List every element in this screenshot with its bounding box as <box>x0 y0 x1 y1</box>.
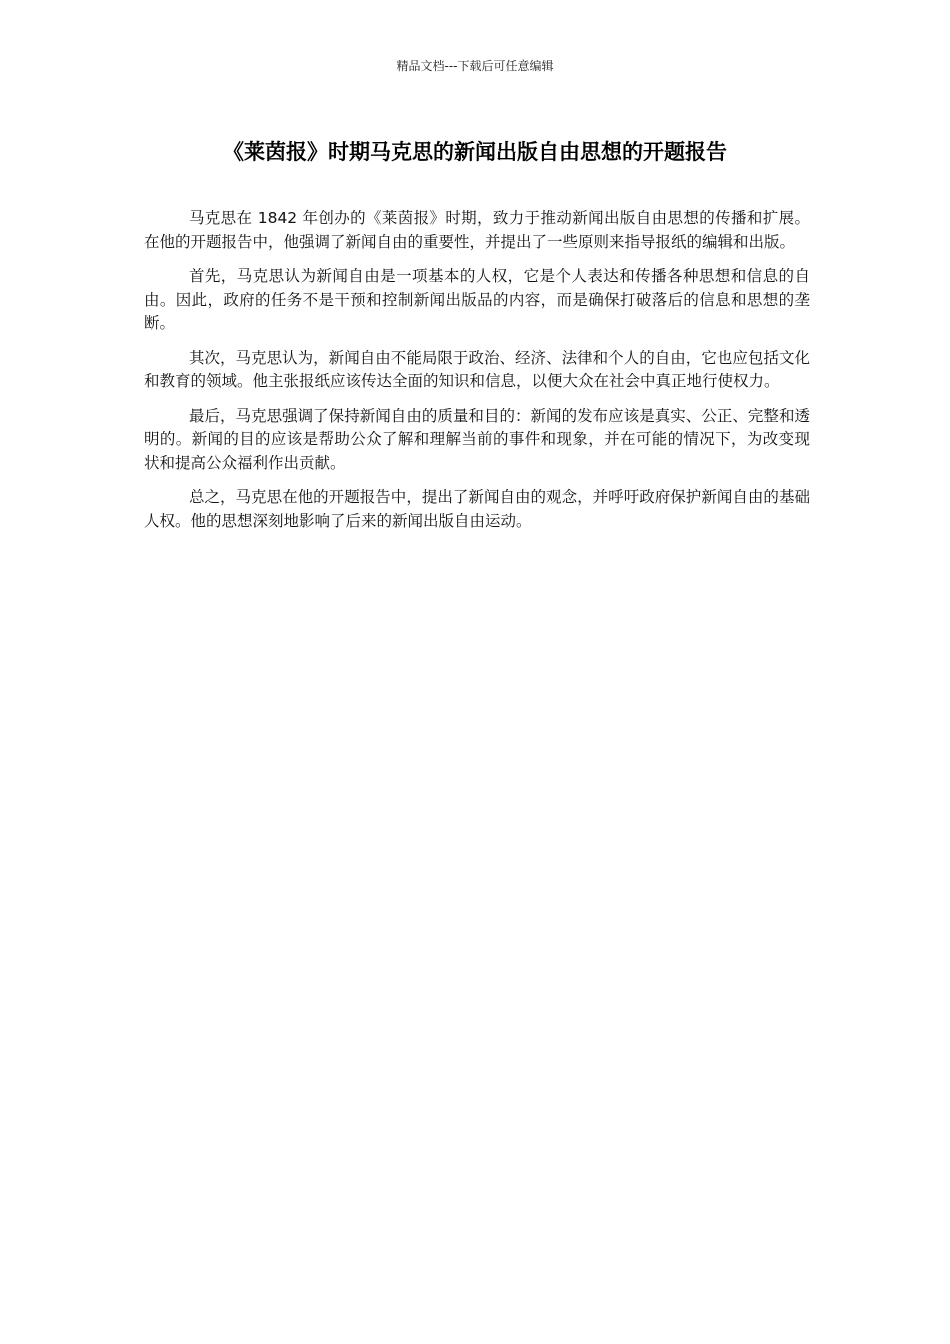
document-body <box>144 207 810 544</box>
paragraph-4: 最后，马克思强调了保持新闻自由的质量和目的：新闻的发布应该是真实、公正、完整和透明的。新闻的目的应该是帮助公众了解和理解当前的事件和现象，并在可能的情况下，为改变现状和提高公众福利作出贡献。 <box>144 406 810 472</box>
document-title: 《莱茵报》时期马克思的新闻出版自由思想的开题报告 <box>223 140 727 164</box>
paragraph-5: 总之，马克思在他的开题报告中，提出了新闻自由的观念，并呼吁政府保护新闻自由的基础人权。他的思想深刻地影响了后来的新闻出版自由运动。 <box>144 488 810 530</box>
paragraph-1: 马克思在 1842 年创办的《莱茵报》时期，致力于推动新闻出版自由思想的传播和扩展。在他的开题报告中，他强调了新闻自由的重要性，并提出了一些原则来指导报纸的编辑和出版。 <box>144 209 810 251</box>
paragraph-2: 首先，马克思认为新闻自由是一项基本的人权，它是个人表达和传播各种思想和信息的自由。因此，政府的任务不是干预和控制新闻出版品的内容，而是确保打破落后的信息和思想的垄断。 <box>144 267 810 332</box>
header-note: 精品文档---下载后可任意编辑 <box>396 59 554 73</box>
paragraph-3: 其次，马克思认为，新闻自由不能局限于政治、经济、法律和个人的自由，它也应包括文化和教育的领域。他主张报纸应该传达全面的知识和信息，以便大众在社会中真正地行使权力。 <box>144 348 810 390</box>
